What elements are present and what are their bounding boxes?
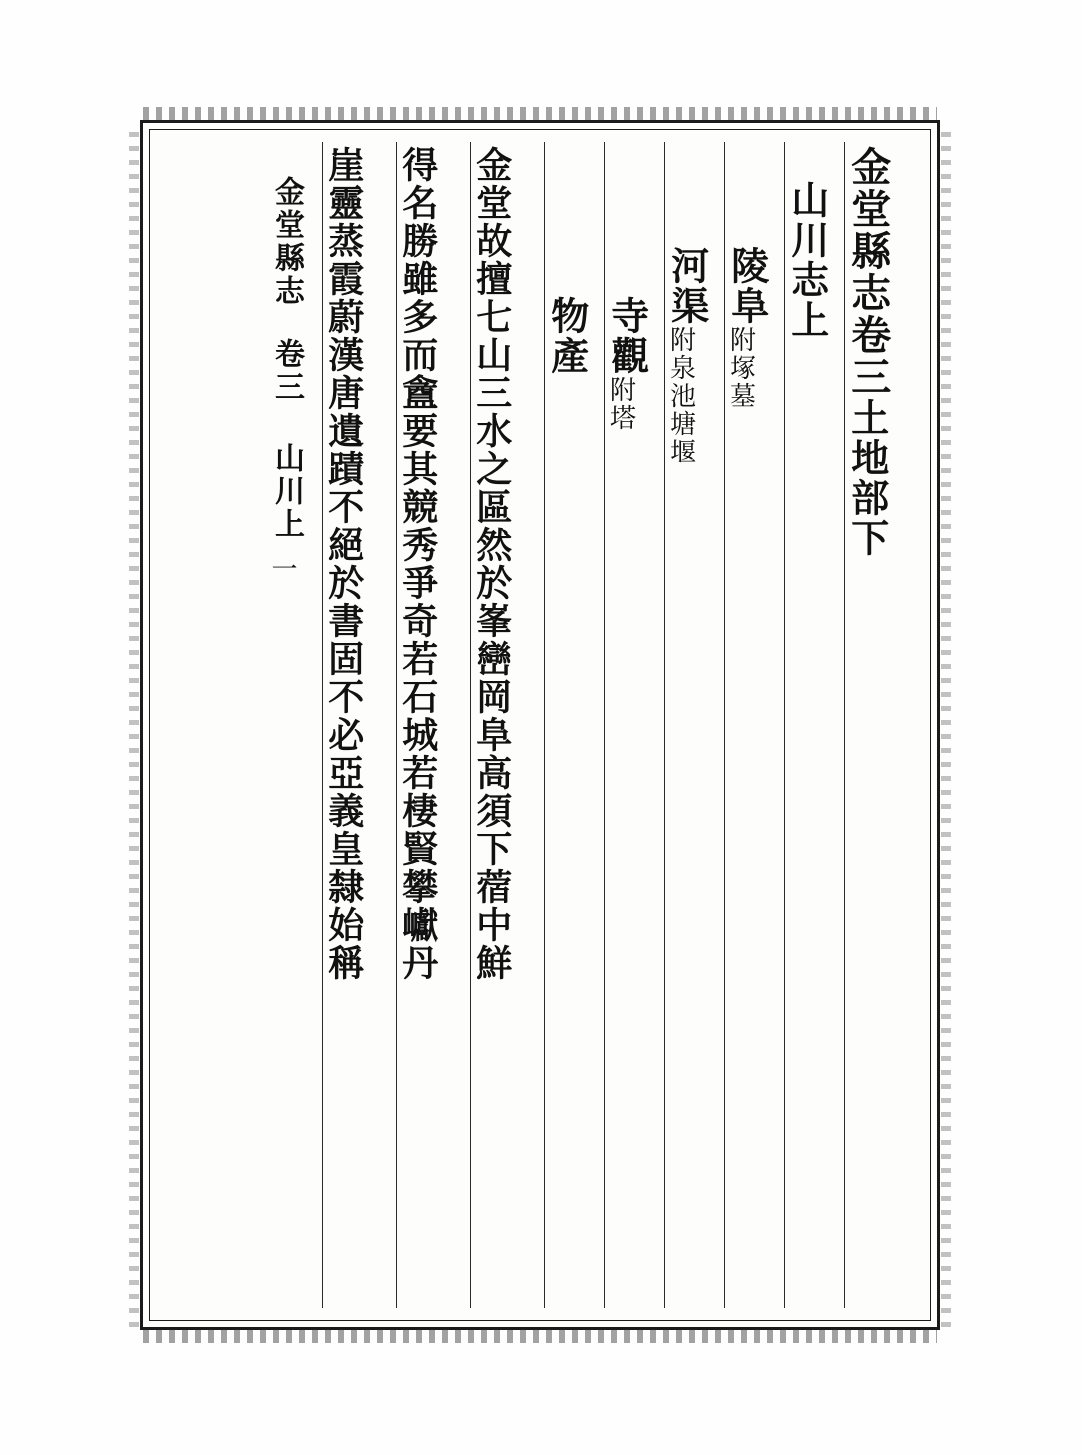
woodblock-frame: [140, 120, 940, 1330]
toc-entry-wuchan: [544, 142, 604, 1308]
body-column-3: [322, 142, 396, 1308]
toc-heading: 山川志上: [784, 180, 830, 340]
page-title: 金堂縣志卷三: [844, 146, 892, 398]
body-line: 崖靈蒸霞蔚漢唐遺蹟不絕於書固不必亞義皇隸始稱: [322, 146, 365, 982]
toc-entry-lingfu: [724, 142, 784, 1308]
center-fold-strip: [262, 142, 322, 1308]
scan-noise-right: [941, 123, 951, 1327]
toc-entry-shanchuan: [784, 142, 844, 1308]
scan-noise-left: [129, 123, 139, 1327]
body-column-2: [396, 142, 470, 1308]
body-line: 得名勝雖多而盦要其競秀爭奇若石城若棲賢攀巘丹: [396, 146, 439, 982]
scan-noise-top: [143, 107, 937, 121]
fold-volume-label: 卷三 山川上: [269, 338, 304, 541]
toc-entry-siguan: [604, 142, 664, 1308]
toc-heading: 寺觀: [604, 296, 650, 376]
woodblock-inner-border: [149, 129, 931, 1321]
text-columns: [162, 142, 918, 1308]
body-column-1: [470, 142, 544, 1308]
toc-heading: 陵阜: [724, 246, 770, 326]
toc-heading: 物產: [544, 296, 590, 376]
toc-subnote: 附泉池塘堰: [665, 326, 696, 466]
fold-book-title: 金堂縣志: [269, 176, 304, 308]
toc-subnote: 附塔: [605, 376, 636, 432]
column-title: [844, 142, 918, 1308]
toc-entry-hequ: [664, 142, 724, 1308]
toc-subnote: 附塚墓: [725, 326, 756, 410]
body-line: 金堂故擅七山三水之區然於峯巒岡阜高須下蓿中鮮: [470, 146, 513, 982]
fold-page-number: 一: [267, 555, 297, 581]
scan-noise-bottom: [143, 1329, 937, 1343]
toc-heading: 河渠: [664, 246, 710, 326]
section-label: 土地部下: [844, 398, 890, 558]
